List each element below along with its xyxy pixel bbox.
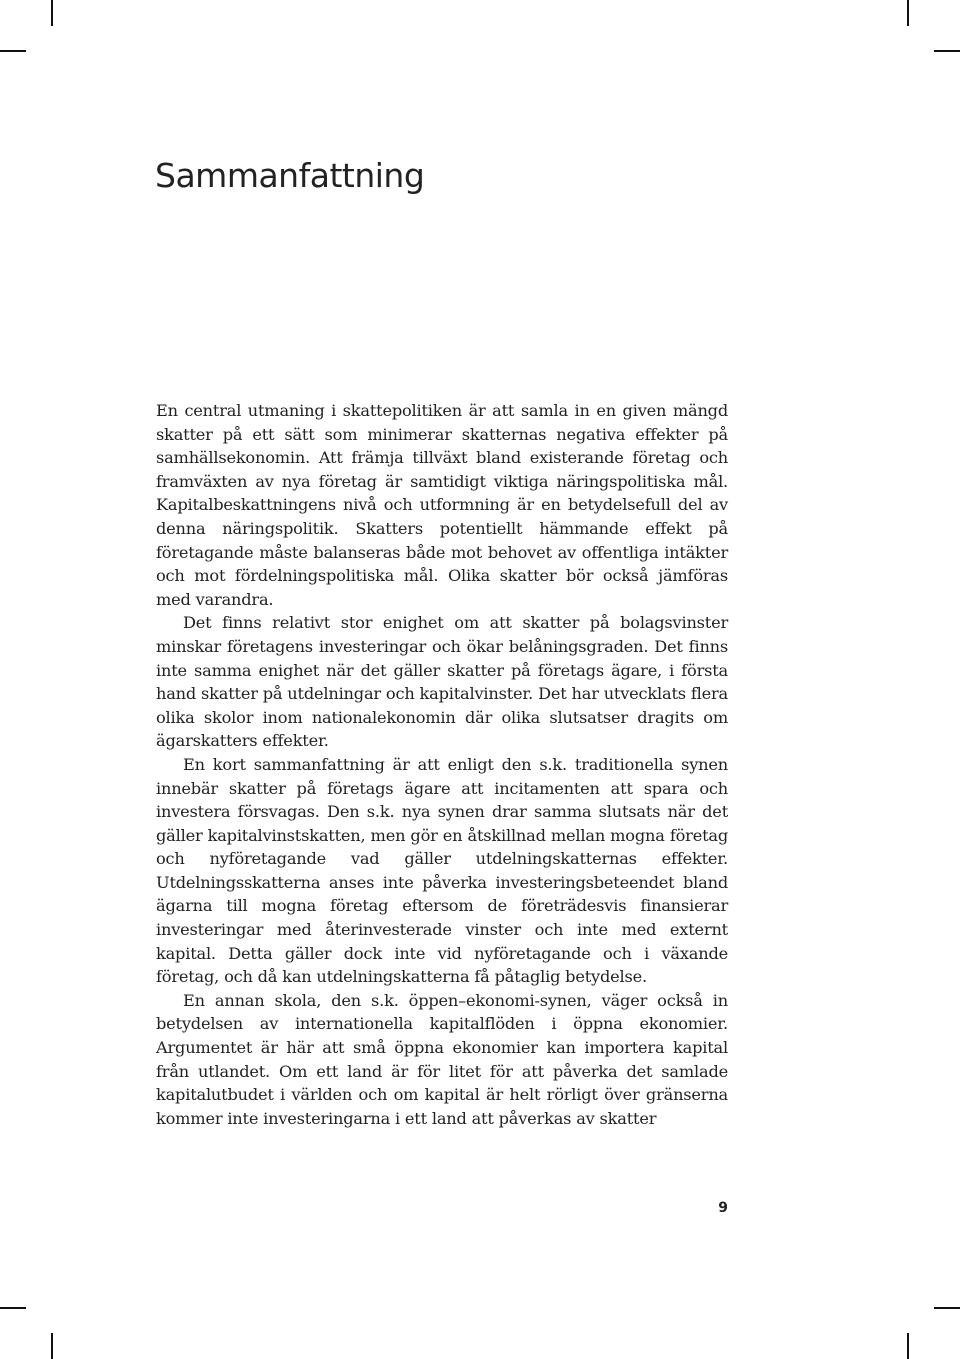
crop-mark-top-right-horizontal [934,50,960,52]
paragraph-1: En central utmaning i skattepolitiken är att samla in en given mängd skatter på ett sätt som minimerar skatternas negativa effekter på samhällsekonomin. Att främja tillväxt bland existerande företag och framväxten av nya företag är samtidigt viktiga näringspolitiska mål. Kapitalbeskattningens nivå och utformning är en betydelsefull del av denna näringspolitik. Skatters potentiellt hämmande effekt på företagande måste balanseras både mot behovet av offentliga intäkter och mot fördelningspolitiska mål. Olika skatter bör också jämföras med varandra. [156,401,728,609]
crop-mark-bottom-left-horizontal [0,1307,26,1309]
paragraph-4: En annan skola, den s.k. öppen–ekonomi-synen, väger också in betydelsen av internationella kapitalflöden i öppna ekonomier. Argumentet är här att små öppna ekonomier kan importera kapital från utlandet. Om ett land är för litet för att påverka det samlade kapitalutbudet i världen och om kapital är helt rörligt över gränserna kommer inte investeringarna i ett land att påverkas av skatter [156,990,728,1128]
crop-mark-bottom-right-vertical [907,1333,909,1359]
crop-mark-top-left-horizontal [0,50,26,52]
crop-mark-bottom-right-horizontal [934,1307,960,1309]
paragraph-2: Det finns relativt stor enighet om att skatter på bolagsvinster minskar företagens investeringar och ökar belåningsgraden. Det finns inte samma enighet när det gäller skatter på företags ägare, i första hand skatter på utdelningar och kapitalvinster. Det har utvecklats flera olika skolor inom nationalekonomin där olika slutsatser dragits om ägarskatters effekter. [156,613,728,751]
crop-mark-top-left-vertical [51,0,53,26]
paragraph-3: En kort sammanfattning är att enligt den s.k. traditionella synen innebär skatter på företags ägare att incitamenten att spara och investera försvagas. Den s.k. nya synen drar samma slutsats när det gäller kapitalvinstskatten, men gör en åtskillnad mellan mogna företag och nyföretagande vad gäller utdelningskatternas effekter. Utdelningsskatterna anses inte påverka investeringsbeteendet bland ägarna till mogna företag eftersom de företrädesvis finansierar investeringar med återinvesterade vinster och inte med externt kapital. Detta gäller dock inte vid nyföretagande och i växande företag, och då kan utdelningskatterna få påtaglig betydelse. [156,754,728,987]
body-text [156,399,728,1130]
crop-mark-top-right-vertical [907,0,909,26]
page-title: Sammanfattning [155,156,425,195]
page-number: 9 [718,1200,728,1216]
crop-mark-bottom-left-vertical [51,1333,53,1359]
